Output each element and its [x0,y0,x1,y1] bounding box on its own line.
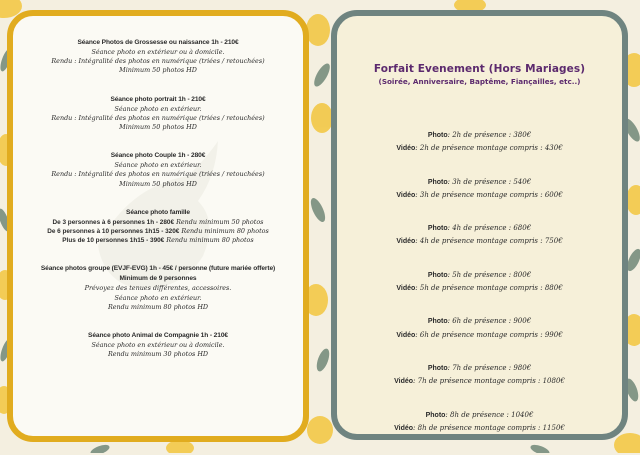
package-item [337,362,622,389]
photo-label: Photo [427,225,448,233]
session-line: Séance photo en extérieur. [114,161,202,170]
video-label: Vidéo [396,191,416,199]
photo-price-line [337,129,622,142]
family-row-label: De 6 personnes à 10 personnes 1h15 - 320€ [47,228,180,236]
video-price-line [337,375,622,388]
photo-price: : 8h de présence : 1040€ [445,410,534,419]
video-label: Vidéo [396,285,416,293]
session-line: Minimum 50 photos HD [119,66,197,75]
session-couple [13,151,303,189]
video-price-line [337,282,622,295]
event-header [337,63,622,86]
session-line: Rendu : Intégralité des photos en numérique (triées / retouchées) [51,57,265,66]
photo-price-line [337,176,622,189]
event-package-card [331,10,628,440]
photo-label: Photo [427,271,448,279]
photo-price: : 7h de présence : 980€ [447,363,532,372]
video-price: : 5h de présence montage compris : 880€ [415,284,563,293]
photo-price-line [337,315,622,328]
family-row [13,236,303,245]
session-title: Séance photo portrait 1h - 210€ [110,95,206,103]
video-price: : 8h de présence montage compris : 1150€ [413,423,565,432]
family-row [13,218,303,227]
session-maternity [13,38,303,76]
photo-label: Photo [427,132,448,139]
video-price: : 7h de présence montage compris : 1080€ [413,377,565,386]
package-item [337,315,622,342]
session-line: Minimum 50 photos HD [119,179,197,188]
family-row-note: Rendu minimum 80 photos [166,236,254,245]
video-price: : 3h de présence montage compris : 600€ [415,190,563,199]
photo-price-line [337,409,622,422]
video-price: : 4h de présence montage compris : 750€ [415,237,563,246]
video-price: : 6h de présence montage compris : 990€ [415,330,563,339]
package-item [337,409,622,436]
photo-sessions-card [7,10,309,442]
video-price-line [337,329,622,342]
session-title: Séance Photos de Grossesse ou naissance 1h - 210€ [77,39,239,46]
family-row-note: Rendu minimum 50 photos [176,217,264,226]
session-title: Séance photo Couple 1h - 280€ [110,152,206,160]
package-item [337,222,622,249]
session-subtitle: Minimum de 9 personnes [119,275,197,283]
session-title: Séance photo famille [126,208,190,216]
package-item [337,129,622,156]
package-item [337,176,622,203]
photo-label: Photo [427,178,448,186]
event-title: Forfait Evenement (Hors Mariages) [373,63,586,75]
session-portrait [13,95,303,133]
photo-label: Photo [425,411,446,419]
video-label: Vidéo [396,331,416,339]
video-price-line [337,189,622,202]
package-list [337,129,622,455]
session-line: Séance photo en extérieur. [114,293,202,302]
session-title: Séance photo Animal de Compagnie 1h - 210€ [88,332,228,340]
session-line: Minimum 50 photos HD [119,123,197,132]
session-line: Rendu : Intégralité des photos en numérique (triées / retouchées) [51,113,265,122]
photo-price: : 3h de présence : 540€ [447,177,532,186]
package-item [337,269,622,296]
photo-price-line [337,269,622,282]
photo-price-line [337,222,622,235]
family-row-label: De 3 personnes à 6 personnes 1h - 280€ [52,218,175,226]
video-price-line [337,142,622,155]
photo-price: : 6h de présence : 900€ [447,317,532,326]
photo-label: Photo [427,364,448,372]
video-label: Vidéo [396,145,416,153]
session-title: Séance photos groupe (EVJF-EVG) 1h - 45€ / personne (future mariée offerte) [40,265,276,273]
photo-price: : 4h de présence : 680€ [447,224,532,233]
session-animal [13,331,303,359]
event-subtitle: (Soirée, Anniversaire, Baptême, Fiançailles, etc..) [378,77,581,86]
session-line: Prévoyez des tenues différentes, accessoires. [84,284,232,293]
sessions-list [13,38,303,378]
session-line: Rendu : Intégralité des photos en numérique (triées / retouchées) [51,170,265,179]
session-group [13,264,303,312]
session-line: Séance photo en extérieur. [114,104,202,113]
session-line: Rendu minimum 30 photos HD [107,350,209,359]
video-label: Vidéo [396,238,416,246]
family-row-label: Plus de 10 personnes 1h15 - 390€ [62,237,165,245]
family-row [13,227,303,236]
session-line: Séance photo en extérieur ou à domicile. [91,48,225,56]
photo-price: : 5h de présence : 800€ [447,270,532,279]
session-line: Rendu minimum 80 photos HD [107,302,209,311]
photo-price-line [337,362,622,375]
photo-label: Photo [427,318,448,326]
video-price-line [337,422,622,435]
photo-price: : 2h de présence : 380€ [447,131,532,139]
video-label: Vidéo [394,424,414,432]
video-price-line [337,235,622,248]
session-family [13,208,303,246]
family-row-note: Rendu minimum 80 photos [181,227,269,236]
video-price: : 2h de présence montage compris : 430€ [415,144,563,153]
video-label: Vidéo [394,378,414,386]
session-line: Séance photo en extérieur ou à domicile. [91,341,225,350]
